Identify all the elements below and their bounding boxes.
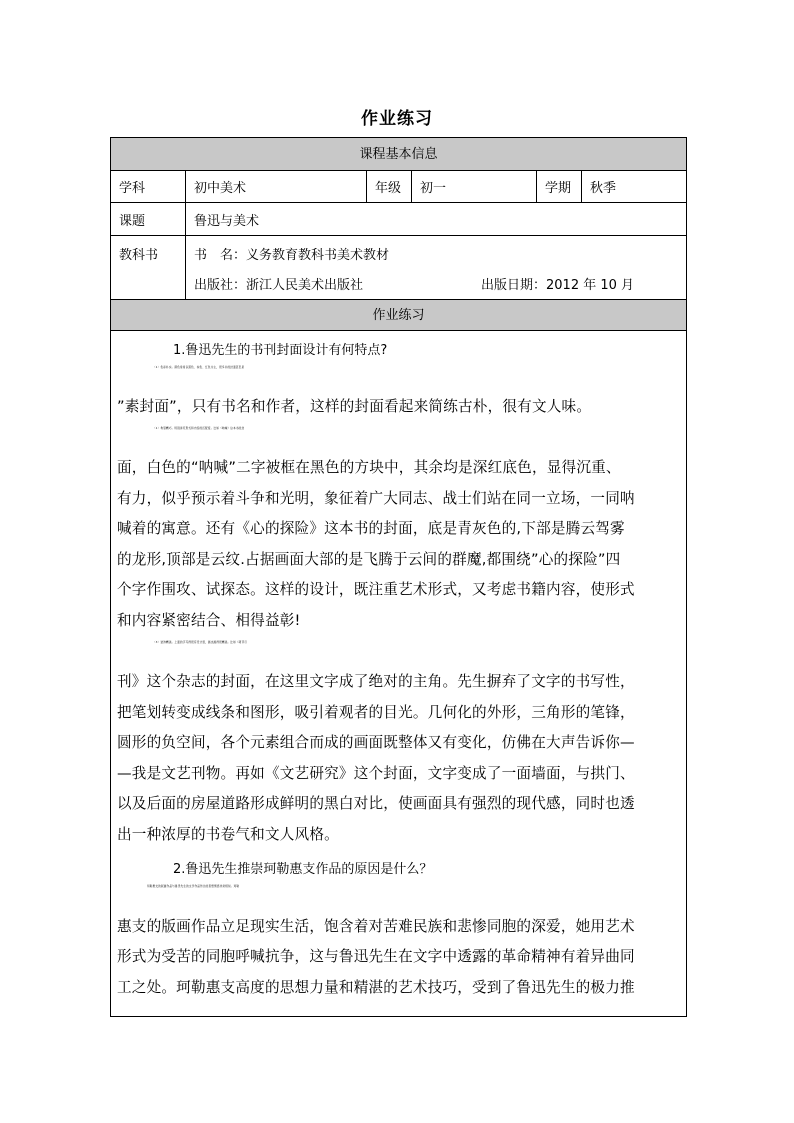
grade-value: 初一 <box>412 171 537 202</box>
publisher: 出版社：浙江人民美术出版社 <box>194 278 364 293</box>
section-header-exercise <box>111 300 686 331</box>
book-name: 书 名：义务教育教科书美术教材 <box>194 248 390 263</box>
answer-2-line: 工之处。珂勒惠支高度的思想力量和精湛的艺术技巧，受到了鲁迅先生的极力推 <box>117 979 635 996</box>
topic-row <box>111 203 686 236</box>
textbook-label: 教科书 <box>111 236 186 299</box>
answer-1-line: 有力，似乎预示着斗争和光明，象征着广大同志、战士们站在同一立场，一同呐 <box>117 490 635 507</box>
term-label: 学期 <box>537 171 582 202</box>
answer-1-line: （1）色彩朴实。颜色常常以黑色、棕色、红色为主，很多书的封面甚至是 <box>153 366 245 369</box>
topic-label: 课题 <box>111 203 186 235</box>
answer-1-line: （1）构思精巧。特别讲究形式和内容的匹配度。比如《呐喊》这本书的封 <box>153 427 245 430</box>
section-header-basic <box>111 138 686 171</box>
homework-table <box>110 137 687 1017</box>
info-row <box>111 171 686 203</box>
grade-label: 年级 <box>367 171 412 202</box>
term-value: 秋季 <box>590 181 617 196</box>
topic-value: 鲁迅与美术 <box>194 213 260 229</box>
answer-2-line: 惠支的版画作品立足现实生活，饱含着对苦难民族和悲惨同胞的深爱，她用艺术 <box>117 918 635 935</box>
exercise-content <box>111 331 686 1017</box>
answer-1-line: —我是文艺刊物。再如《文艺研究》这个封面，文字变成了一面墙面，与拱门、 <box>117 765 635 782</box>
subject-value: 初中美术 <box>186 171 367 202</box>
answer-1-line: 喊着的寓意。还有《心的探险》这本书的封面，底是青灰色的,下部是腾云驾雾 <box>117 520 625 537</box>
textbook-row <box>111 236 686 300</box>
question-1: 1.鲁迅先生的书刊封面设计有何特点? <box>173 343 388 358</box>
answer-1-line: 把笔划转变成线条和图形，吸引着观者的目光。几何化的外形，三角形的笔锋， <box>117 704 635 721</box>
answer-2-line: 形式为受苦的同胞呼喊抗争，这与鲁迅先生在文字中透露的革命精神有着异曲同 <box>117 948 635 965</box>
publication-date: 出版日期：2012 年 10 月 <box>481 278 635 293</box>
answer-1-line: 面，白色的“呐喊”二字被框在黑色的方块中，其余均是深红底色，显得沉重、 <box>117 459 621 476</box>
answer-1-line: ”素封面”，只有书名和作者，这样的封面看起来简练古朴，很有文人味。 <box>117 398 592 415</box>
subject-label: 学科 <box>111 171 186 202</box>
answer-1-line: 个字作围攻、试探态。这样的设计，既注重艺术形式，又考虑书籍内容，使形式 <box>117 581 635 598</box>
answer-1-line: 以及后面的房屋道路形成鲜明的黑白对比，使画面具有强烈的现代感，同时也透 <box>117 795 635 812</box>
section-basic-label: 课程基本信息 <box>359 147 438 162</box>
answer-1-line: 圆形的负空间，各个元素组合而成的画面既整体又有变化，仿佛在大声告诉你— <box>117 734 635 751</box>
answer-1-line: 和内容紧密结合、相得益彰! <box>117 612 301 629</box>
question-2: 2.鲁迅先生推崇珂勒惠支作品的原因是什么？ <box>173 862 433 877</box>
section-exercise-label: 作业练习 <box>372 308 425 323</box>
answer-1-line: 的龙形,顶部是云纹.占据画面大部的是飞腾于云间的群魔,都围绕”心的探险”四 <box>117 551 621 568</box>
answer-1-line: 出一种浓厚的书卷气和文人风格。 <box>117 826 339 843</box>
page-title: 作业练习 <box>361 109 433 129</box>
answer-1-line: （3）装饰精美。上面的字写得很有设计感，画也画得很精美。比如《萌芽月 <box>153 641 248 644</box>
answer-1-line: 刊》这个杂志的封面，在这里文字成了绝对的主角。先生摒弃了文字的书写性， <box>117 673 635 690</box>
answer-2-line: 珂勒惠支的版画作品与鲁迅先生的文学作品传达的思想情感非常相似。珂勒 <box>147 885 240 888</box>
